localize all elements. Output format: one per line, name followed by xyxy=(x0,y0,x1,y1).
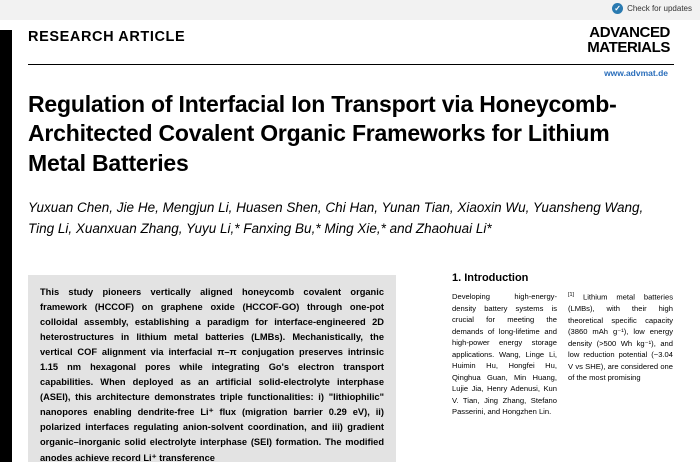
introduction-paragraph-2-text: Lithium metal batteries (LMBs), with their high theoretical specific capacity (3860 mAh g⁻¹), low energy density (>500 Wh kg⁻¹), and low reduction potential (−3.04 V vs SHE), are considered one of the most promising xyxy=(568,292,673,383)
introduction-paragraph-2 xyxy=(568,291,673,384)
author-list: Yuxuan Chen, Jie He, Mengjun Li, Huasen Shen, Chi Han, Yunan Tian, Xiaoxin Wu, Yuansheng Wang, Ting Li, Xuanxuan Zhang, Yuyu Li,* Fanxing Bu,* Ming Xie,* and Zhaohuai Li* xyxy=(28,200,644,236)
journal-url-link[interactable]: www.advmat.de xyxy=(604,68,668,78)
page-title: Regulation of Interfacial Ion Transport via Honeycomb-Architected Covalent Organic Frameworks for Lithium Metal Batteries xyxy=(28,91,617,176)
introduction-column-1 xyxy=(452,291,557,418)
abstract-text: This study pioneers vertically aligned honeycomb covalent organic framework (HCCOF) on graphene oxide (HCCOF-GO) through one-pot colloidal assembly, establishing a paradigm for interface-engineered 2D heterostructures in lithium metal batteries (LMBs). Mechanistically, the vertical COF alignment via interfacial π–π conjugation preserves intrinsic 1.15 nm hexagonal pores while integrating Go's electron transport capabilities. When deployed as an artificial solid-electrolyte interphase (ASEI), this architecture demonstrates triple functionalities: i) "lithiophilic" nanopores enabling dendrite-free Li⁺ flux (migration barrier 0.29 eV), ii) polarized interfaces regulating anion-solvent coordination, and iii) gradient organic–inorganic solid electrolyte interphase (SEI) formation. The modified anodes achieve record Li⁺ transference xyxy=(40,287,384,462)
journal-logo-line2: MATERIALS xyxy=(587,39,670,57)
introduction-paragraph-1: Developing high-energy-density battery systems is crucial for meeting the demands of long-lifetime and high-power energy storage applications. Wang, Linge Li, Huimin Hu, Hongfei Hu, Qinghua Guan, Min Huang, Lujie Jia, Henry Adenusi, Kun V. Tian, Jing Zhang, Stefano Passerini, and Hongzhen Lin. xyxy=(452,292,557,417)
journal-logo-line1: ADVANCED xyxy=(589,24,670,41)
introduction-section xyxy=(452,272,674,462)
page-edge-gap xyxy=(0,20,12,30)
check-for-updates-control[interactable] xyxy=(612,3,692,14)
check-for-updates-bar xyxy=(0,0,700,21)
section-label: RESEARCH ARTICLE xyxy=(28,29,186,45)
page-header xyxy=(28,25,674,61)
check-mark-icon: ✓ xyxy=(612,3,623,14)
journal-logo xyxy=(587,25,670,56)
page-edge-bar xyxy=(0,20,12,462)
header-divider xyxy=(28,64,674,65)
article-page xyxy=(0,20,700,462)
abstract-box xyxy=(28,275,396,462)
introduction-heading: 1. Introduction xyxy=(452,272,529,284)
introduction-column-2 xyxy=(568,291,673,418)
check-for-updates-label: Check for updates xyxy=(627,4,692,13)
reference-marker[interactable]: [1] xyxy=(568,292,575,298)
